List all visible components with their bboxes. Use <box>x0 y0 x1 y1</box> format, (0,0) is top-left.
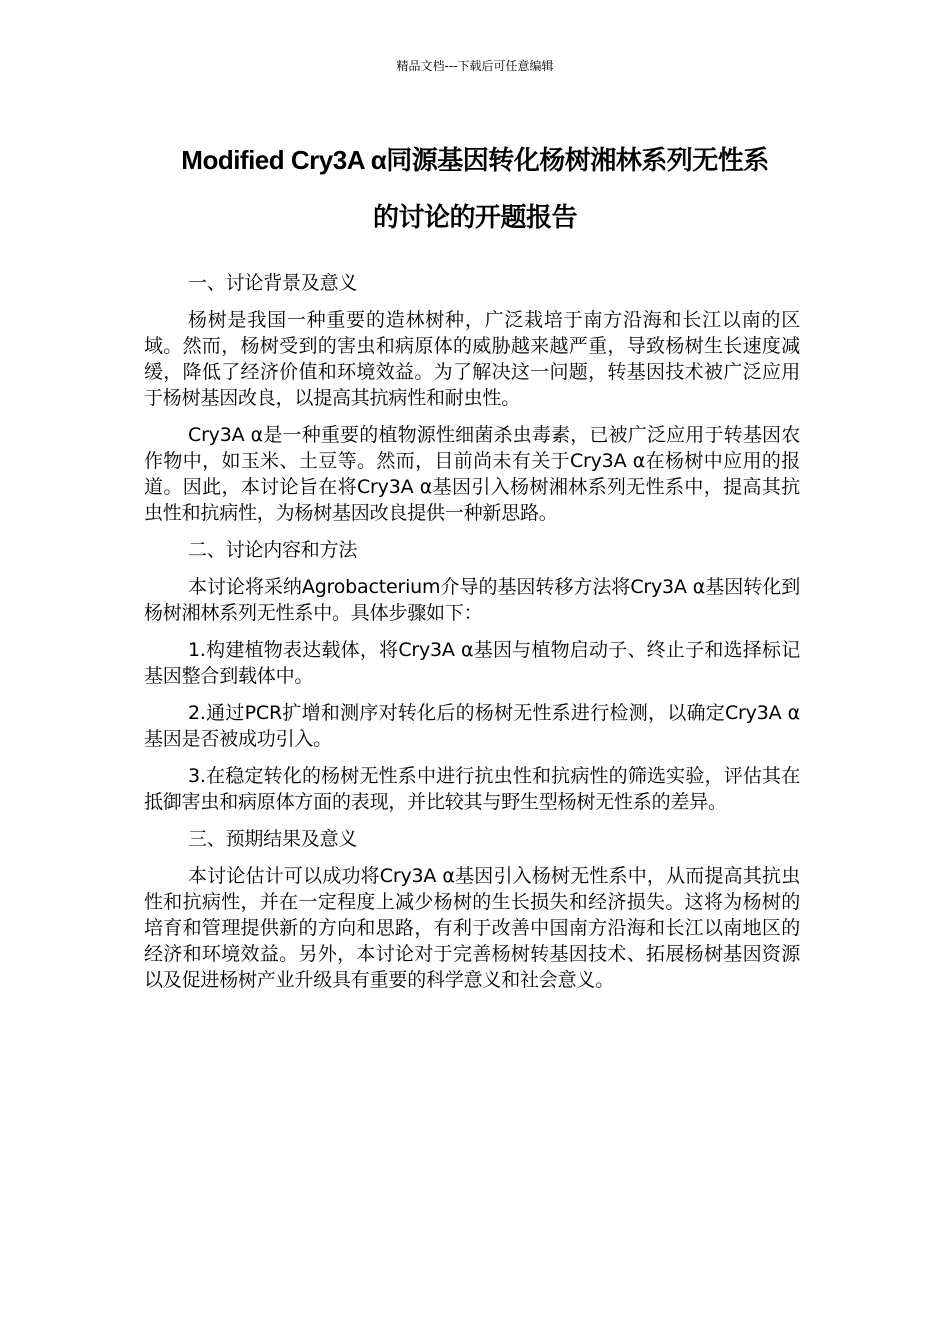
method-step-3: 3.在稳定转化的杨树无性系中进行抗虫性和抗病性的筛选实验，评估其在抵御害虫和病原体方面的表现，并比较其与野生型杨树无性系的差异。 <box>144 765 800 813</box>
method-step-2: 2.通过PCR扩增和测序对转化后的杨树无性系进行检测，以确定Cry3A α基因是否被成功引入。 <box>144 702 800 750</box>
title-line-2: 的讨论的开题报告 <box>372 202 577 232</box>
document-title <box>110 132 840 246</box>
paragraph-results: 本讨论估计可以成功将Cry3A α基因引入杨树无性系中，从而提高其抗虫性和抗病性，并在一定程度上减少杨树的生长损失和经济损失。这将为杨树的培育和管理提供新的方向和思路，有利于改善中国南方沿海和长江以南地区的经济和环境效益。另外，本讨论对于完善杨树转基因技术、拓展杨树基因资源以及促进杨树产业升级具有重要的科学意义和社会意义。 <box>144 865 800 991</box>
section-heading-background: 一、讨论背景及意义 <box>188 272 358 294</box>
method-step-1: 1.构建植物表达载体，将Cry3A α基因与植物启动子、终止子和选择标记基因整合到载体中。 <box>144 639 800 687</box>
title-line-1: Modified Cry3A α同源基因转化杨树湘林系列无性系 <box>181 145 769 175</box>
paragraph-background-1: 杨树是我国一种重要的造林树种，广泛栽培于南方沿海和长江以南的区域。然而，杨树受到的害虫和病原体的威胁越来越严重，导致杨树生长速度减缓，降低了经济价值和环境效益。为了解决这一问题，转基因技术被广泛应用于杨树基因改良，以提高其抗病性和耐虫性。 <box>144 309 800 409</box>
section-heading-methods: 二、讨论内容和方法 <box>188 539 358 561</box>
paragraph-methods-intro: 本讨论将采纳Agrobacterium介导的基因转移方法将Cry3A α基因转化到杨树湘林系列无性系中。具体步骤如下： <box>144 576 800 624</box>
paragraph-background-2: Cry3A α是一种重要的植物源性细菌杀虫毒素，已被广泛应用于转基因农作物中，如玉米、土豆等。然而，目前尚未有关于Cry3A α在杨树中应用的报道。因此，本讨论旨在将Cry3A α基因引入杨树湘林系列无性系中，提高其抗虫性和抗病性，为杨树基因改良提供一种新思路。 <box>144 424 800 524</box>
page-header: 精品文档---下载后可任意编辑 <box>396 59 554 73</box>
section-heading-results: 三、预期结果及意义 <box>188 828 358 850</box>
document-body <box>144 270 800 1004</box>
